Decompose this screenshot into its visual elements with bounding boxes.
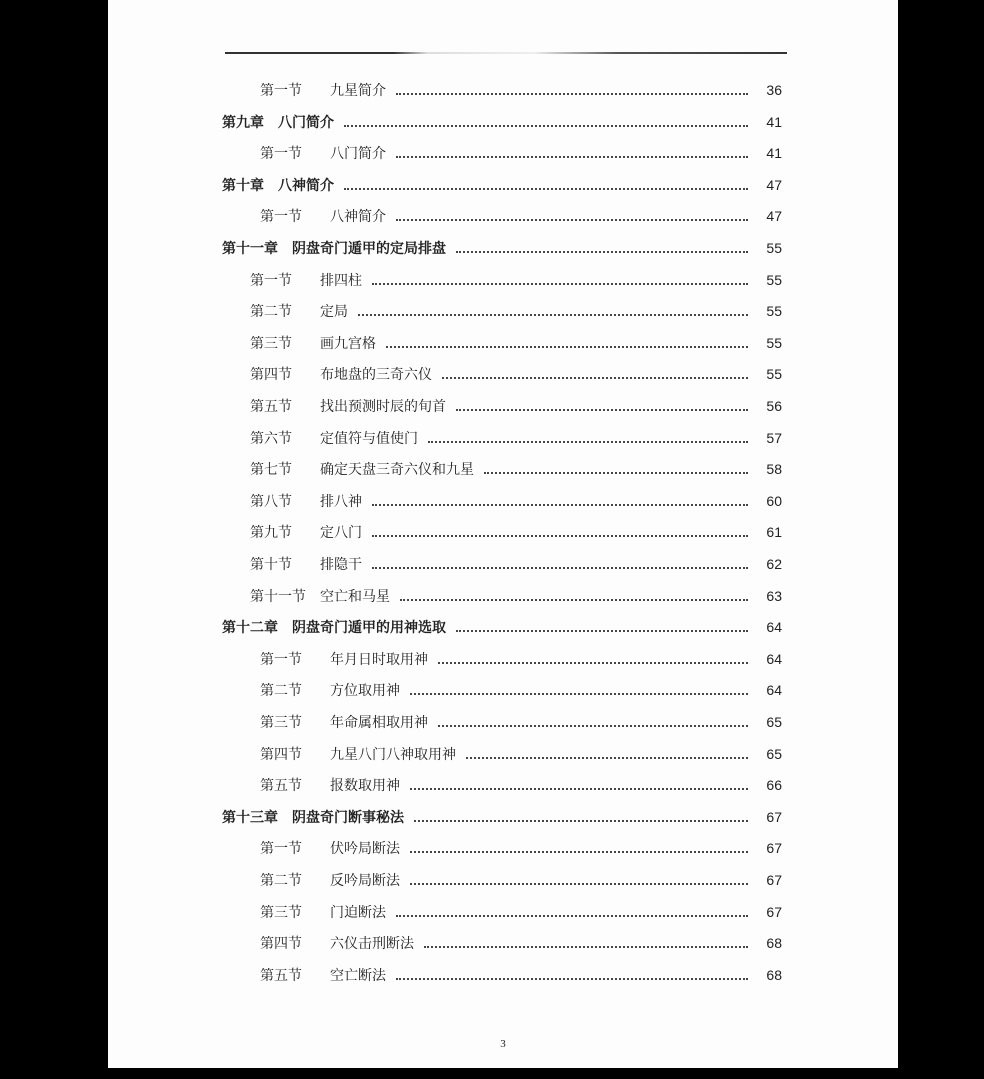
entry-page: 64: [766, 619, 782, 636]
entry-page: 62: [766, 556, 782, 572]
entry-page: 68: [766, 935, 782, 952]
dot-leader: [372, 504, 748, 506]
entry-number: 第五节: [250, 399, 292, 415]
entry-number: 第一节: [260, 83, 302, 99]
dot-leader: [410, 883, 748, 885]
toc-section-entry: [250, 428, 782, 452]
dot-leader: [410, 851, 748, 853]
entry-page: 55: [766, 240, 782, 256]
entry-page: 65: [766, 745, 782, 762]
entry-page: 47: [766, 208, 782, 225]
entry-number: 第二节: [250, 304, 292, 321]
entry-title: 确定天盘三奇六仪和九星: [320, 462, 474, 479]
entry-page: 67: [766, 872, 782, 888]
entry-page: 68: [766, 966, 782, 983]
dot-leader: [396, 93, 748, 95]
entry-page: 64: [766, 682, 782, 699]
entry-page: 58: [766, 461, 782, 478]
toc-section-entry: [260, 649, 782, 673]
entry-page: 57: [766, 429, 782, 446]
entry-title: 反吟局断法: [330, 873, 400, 889]
entry-number: 第二节: [260, 873, 302, 889]
entry-title: 阴盘奇门遁甲的用神选取: [292, 620, 446, 637]
page-number: 3: [500, 1038, 506, 1050]
document-page: [108, 0, 898, 1068]
entry-number: 第十节: [250, 557, 292, 573]
dot-leader: [456, 630, 748, 632]
entry-page: 64: [766, 650, 782, 667]
entry-page: 55: [766, 334, 782, 351]
dot-leader: [396, 978, 748, 980]
toc-chapter-entry: [222, 175, 782, 199]
entry-title: 阴盘奇门断事秘法: [292, 809, 404, 826]
toc-section-entry: [260, 206, 782, 230]
toc-section-entry: [250, 586, 782, 610]
dot-leader: [410, 788, 748, 790]
entry-page: 47: [766, 176, 782, 193]
entry-title: 定局: [320, 304, 348, 321]
entry-number: 第一节: [260, 651, 302, 668]
entry-number: 第一节: [260, 146, 302, 163]
entry-page: 36: [766, 82, 782, 98]
dot-leader: [456, 409, 748, 411]
header-rule: [225, 52, 787, 54]
entry-number: 第一节: [260, 209, 302, 226]
entry-title: 方位取用神: [330, 683, 400, 700]
entry-title: 门迫断法: [330, 904, 386, 921]
entry-number: 第四节: [260, 936, 302, 953]
dot-leader: [410, 693, 748, 695]
toc-section-entry: [250, 364, 782, 388]
entry-number: 第三节: [260, 904, 302, 921]
entry-number: 第四节: [260, 746, 302, 763]
toc-section-entry: [250, 459, 782, 483]
entry-number: 第十一节: [250, 588, 306, 605]
entry-number: 第十一章: [222, 241, 278, 257]
entry-title: 找出预测时辰的旬首: [320, 399, 446, 415]
entry-page: 61: [766, 524, 782, 541]
entry-title: 定八门: [320, 525, 362, 542]
entry-title: 空亡断法: [330, 967, 386, 984]
toc-section-entry: [260, 80, 782, 104]
entry-page: 41: [766, 113, 782, 130]
toc-section-entry: [250, 270, 782, 294]
entry-number: 第一节: [250, 272, 292, 289]
entry-title: 九星简介: [330, 83, 386, 99]
entry-page: 56: [766, 398, 782, 414]
entry-title: 八门简介: [330, 146, 386, 163]
entry-number: 第八节: [250, 493, 292, 510]
dot-leader: [428, 441, 748, 443]
entry-number: 第三节: [260, 715, 302, 731]
dot-leader: [414, 820, 748, 822]
entry-title: 排四柱: [320, 272, 362, 289]
entry-number: 第五节: [260, 967, 302, 984]
entry-page: 55: [766, 271, 782, 288]
dot-leader: [442, 377, 748, 379]
toc-chapter-entry: [222, 112, 782, 136]
dot-leader: [344, 188, 748, 190]
toc-section-entry: [260, 143, 782, 167]
entry-title: 排八神: [320, 493, 362, 510]
entry-title: 空亡和马星: [320, 588, 390, 605]
entry-title: 八门简介: [278, 114, 334, 131]
entry-page: 55: [766, 366, 782, 383]
dot-leader: [344, 125, 748, 127]
entry-title: 六仪击刑断法: [330, 936, 414, 953]
toc-section-entry: [250, 333, 782, 357]
toc-section-entry: [260, 744, 782, 768]
entry-page: 67: [766, 808, 782, 825]
entry-title: 八神简介: [330, 209, 386, 226]
entry-title: 报数取用神: [330, 778, 400, 795]
toc-chapter-entry: [222, 238, 782, 262]
dot-leader: [396, 156, 748, 158]
toc-section-entry: [260, 933, 782, 957]
entry-page: 63: [766, 587, 782, 604]
entry-number: 第一节: [260, 841, 302, 858]
entry-number: 第七节: [250, 462, 292, 479]
dot-leader: [438, 662, 748, 664]
entry-title: 布地盘的三奇六仪: [320, 367, 432, 384]
toc-section-entry: [250, 491, 782, 515]
toc-section-entry: [260, 902, 782, 926]
entry-number: 第六节: [250, 430, 292, 447]
entry-number: 第三节: [250, 335, 292, 352]
entry-number: 第十三章: [222, 809, 278, 826]
entry-title: 九星八门八神取用神: [330, 746, 456, 763]
entry-title: 八神简介: [278, 177, 334, 194]
entry-page: 41: [766, 145, 782, 162]
entry-title: 年月日时取用神: [330, 651, 428, 668]
dot-leader: [396, 915, 748, 917]
entry-title: 定值符与值使门: [320, 430, 418, 447]
entry-number: 第十二章: [222, 620, 278, 637]
entry-title: 伏吟局断法: [330, 841, 400, 858]
dot-leader: [456, 251, 748, 253]
dot-leader: [438, 725, 748, 727]
entry-number: 第九节: [250, 525, 292, 542]
toc-section-entry: [260, 680, 782, 704]
toc-section-entry: [260, 712, 782, 736]
dot-leader: [372, 567, 748, 569]
dot-leader: [372, 535, 748, 537]
toc-chapter-entry: [222, 617, 782, 641]
entry-page: 60: [766, 492, 782, 509]
toc-section-entry: [250, 522, 782, 546]
dot-leader: [372, 283, 748, 285]
entry-number: 第九章: [222, 114, 264, 131]
entry-page: 67: [766, 903, 782, 920]
toc-section-entry: [260, 965, 782, 989]
entry-number: 第二节: [260, 683, 302, 700]
entry-title: 画九宫格: [320, 335, 376, 352]
toc-section-entry: [260, 838, 782, 862]
entry-number: 第四节: [250, 367, 292, 384]
entry-number: 第五节: [260, 778, 302, 795]
entry-page: 66: [766, 777, 782, 794]
entry-page: 65: [766, 714, 782, 730]
toc-chapter-entry: [222, 807, 782, 831]
entry-title: 排隐干: [320, 557, 362, 573]
dot-leader: [466, 757, 748, 759]
dot-leader: [396, 219, 748, 221]
toc-section-entry: [250, 396, 782, 420]
dot-leader: [400, 599, 748, 601]
dot-leader: [424, 946, 748, 948]
dot-leader: [484, 472, 748, 474]
entry-page: 55: [766, 303, 782, 320]
toc-section-entry: [250, 554, 782, 578]
entry-number: 第十章: [222, 177, 264, 194]
entry-page: 67: [766, 840, 782, 857]
toc-section-entry: [250, 301, 782, 325]
dot-leader: [358, 314, 748, 316]
toc-section-entry: [260, 775, 782, 799]
dot-leader: [386, 346, 748, 348]
entry-title: 阴盘奇门遁甲的定局排盘: [292, 241, 446, 257]
toc-section-entry: [260, 870, 782, 894]
entry-title: 年命属相取用神: [330, 715, 428, 731]
